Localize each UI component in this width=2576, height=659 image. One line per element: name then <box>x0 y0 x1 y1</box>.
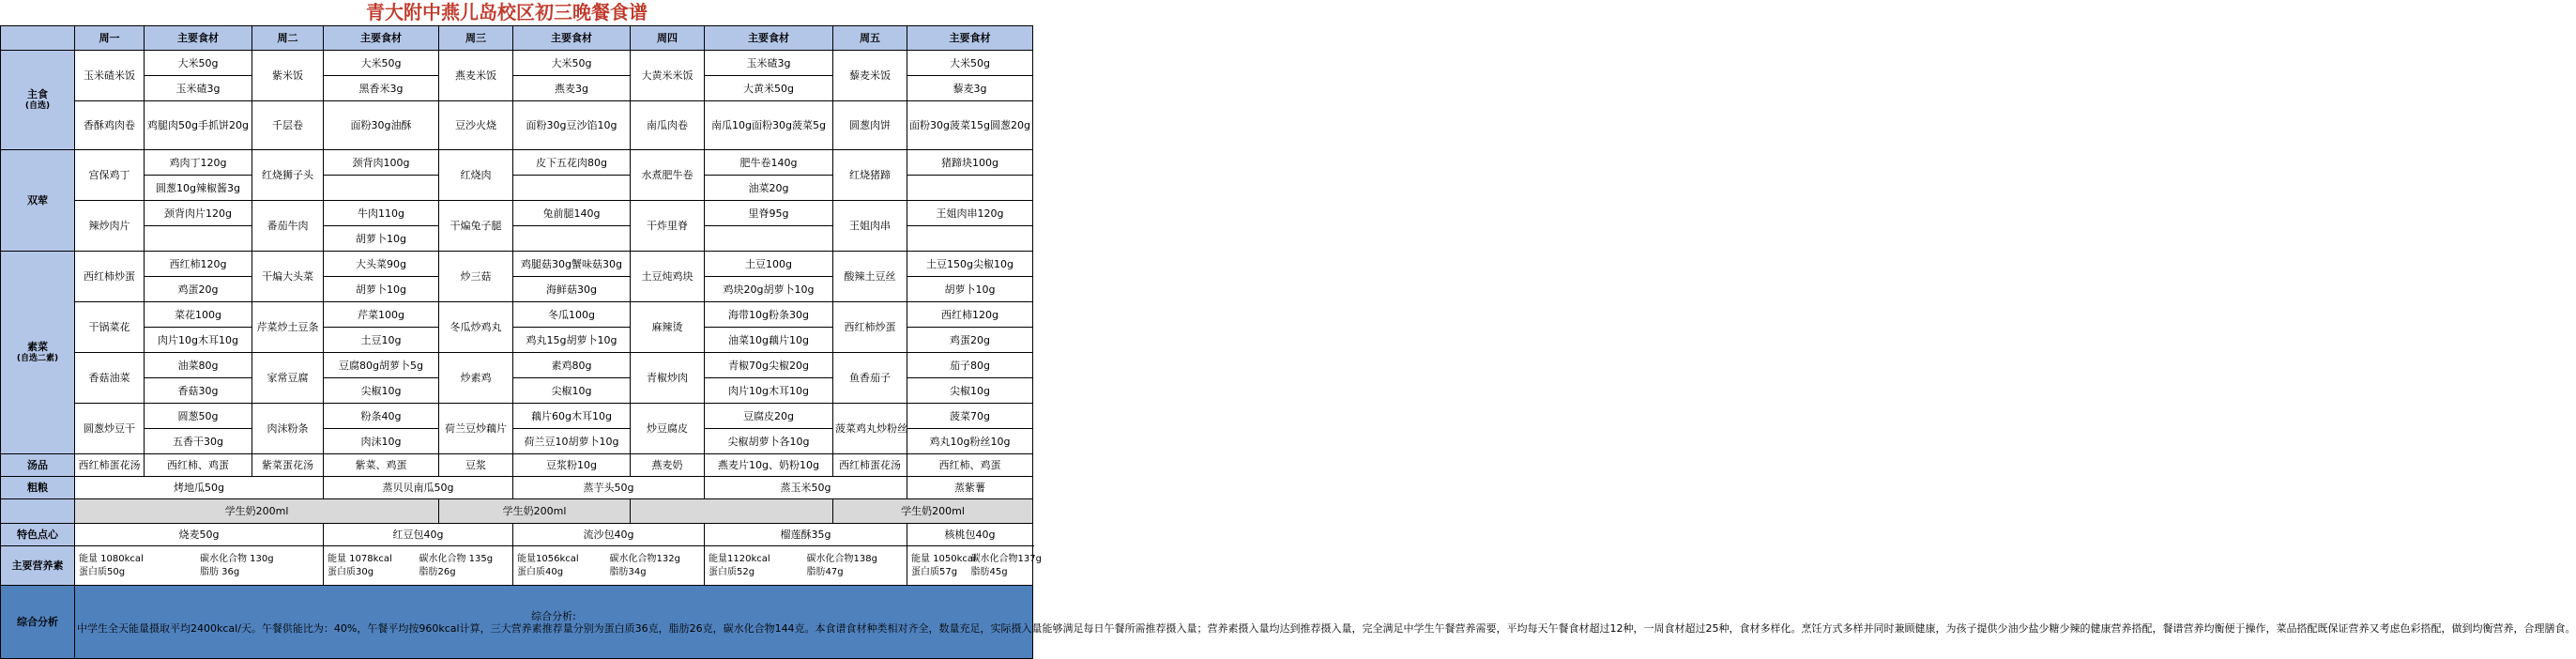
ingredient: 皮下五花肉80g <box>513 150 631 176</box>
nutrition-fat: 脂肪 36g <box>200 566 240 577</box>
ingredient: 冬瓜100g <box>513 302 631 328</box>
ingredient: 尖椒10g <box>513 378 631 404</box>
nutrition-fat: 脂肪34g <box>609 566 647 577</box>
category-label: 汤品 <box>27 459 48 471</box>
ingredient: 土豆100g <box>705 252 833 277</box>
nutrition-carb: 碳水化合物 135g <box>419 553 494 564</box>
header-ingredients: 主要食材 <box>907 26 1033 51</box>
category-veg <box>1 252 75 454</box>
nutrition-protein: 蛋白质57g <box>911 566 958 577</box>
header-day: 周二 <box>252 26 324 51</box>
ingredient: 油菜10g藕片10g <box>705 328 833 353</box>
soup-name: 西红柿蛋花汤 <box>75 454 145 477</box>
nutrition-grid <box>77 553 321 579</box>
header-ingredients: 主要食材 <box>324 26 439 51</box>
milk-item-empty <box>631 499 833 524</box>
dish-name: 西红柿炒蛋 <box>833 302 907 353</box>
ingredient: 油菜20g <box>705 176 833 201</box>
dish-name: 肉沫粉条 <box>252 404 324 454</box>
soup-ingredient: 西红柿、鸡蛋 <box>145 454 252 477</box>
dish-name: 酸辣土豆丝 <box>833 252 907 302</box>
nutrition-grid <box>909 553 1042 579</box>
ingredient: 豆腐皮20g <box>705 404 833 429</box>
ingredient: 尖椒10g <box>324 378 439 404</box>
ingredient: 藜麦3g <box>907 76 1033 101</box>
ingredient: 大黄米50g <box>705 76 833 101</box>
ingredient: 肉片10g木耳10g <box>145 328 252 353</box>
ingredient: 尖椒10g <box>907 378 1033 404</box>
dish-name: 家常豆腐 <box>252 353 324 404</box>
ingredient: 青椒70g尖椒20g <box>705 353 833 378</box>
milk-item: 学生奶200ml <box>75 499 439 524</box>
soup-ingredient: 西红柿、鸡蛋 <box>907 454 1033 477</box>
ingredient: 肉沫10g <box>324 429 439 454</box>
category-coarse <box>1 477 75 499</box>
dish-name: 香菇油菜 <box>75 353 145 404</box>
ingredient: 鸡肉丁120g <box>145 150 252 176</box>
category-label: 粗粮 <box>27 482 48 494</box>
category-nutrition <box>1 546 75 586</box>
nutrition-energy: 能量 1050kcal <box>911 553 976 564</box>
dish-name: 圆葱肉饼 <box>833 101 907 150</box>
nutrition-cell <box>705 546 907 586</box>
milk-item: 学生奶200ml <box>439 499 631 524</box>
nutrition-carb: 碳水化合物138g <box>806 553 877 564</box>
ingredient: 大米50g <box>145 51 252 76</box>
ingredient: 西红柿120g <box>907 302 1033 328</box>
coarse-item: 蒸芋头50g <box>513 477 705 499</box>
ingredient: 胡萝卜10g <box>324 226 439 252</box>
ingredient: 猪蹄块100g <box>907 150 1033 176</box>
analysis-text <box>75 586 2576 659</box>
dish-name: 王姐肉串 <box>833 201 907 252</box>
header-ingredients: 主要食材 <box>705 26 833 51</box>
dish-name: 干锅菜花 <box>75 302 145 353</box>
ingredient: 胡萝卜10g <box>324 277 439 302</box>
nutrition-grid <box>707 553 905 579</box>
dish-name: 辣炒肉片 <box>75 201 145 252</box>
ingredient: 鸡蛋20g <box>145 277 252 302</box>
nutrition-cell <box>324 546 513 586</box>
dish-name: 冬瓜炒鸡丸 <box>439 302 513 353</box>
header-ingredients: 主要食材 <box>145 26 252 51</box>
dish-name: 青椒炒肉 <box>631 353 705 404</box>
coarse-item: 蒸贝贝南瓜50g <box>324 477 513 499</box>
nutrition-cell <box>75 546 324 586</box>
header-day: 周一 <box>75 26 145 51</box>
dish-name: 水煮肥牛卷 <box>631 150 705 201</box>
nutrition-carb: 碳水化合物132g <box>609 553 680 564</box>
snack-item: 红豆包40g <box>324 524 513 546</box>
ingredient: 肉片10g木耳10g <box>705 378 833 404</box>
ingredient: 大米50g <box>324 51 439 76</box>
category-meat <box>1 150 75 252</box>
ingredient: 颈背肉100g <box>324 150 439 176</box>
ingredient: 海鲜菇30g <box>513 277 631 302</box>
snack-item: 流沙包40g <box>513 524 705 546</box>
ingredient: 面粉30g豆沙馅10g <box>513 101 631 150</box>
ingredient: 南瓜10g面粉30g菠菜5g <box>705 101 833 150</box>
ingredient: 油菜80g <box>145 353 252 378</box>
dish-name: 鱼香茄子 <box>833 353 907 404</box>
ingredient: 豆腐80g胡萝卜5g <box>324 353 439 378</box>
soup-name: 西红柿蛋花汤 <box>833 454 907 477</box>
category-label: 素菜 <box>27 340 48 353</box>
dish-name: 干炸里脊 <box>631 201 705 252</box>
analysis-heading: 综合分析: <box>531 609 576 622</box>
dish-name: 红烧肉 <box>439 150 513 201</box>
category-label: 主食 <box>27 87 48 100</box>
ingredient: 海带10g粉条30g <box>705 302 833 328</box>
nutrition-protein: 蛋白质52g <box>709 566 755 577</box>
dish-name: 南瓜肉卷 <box>631 101 705 150</box>
dish-name: 西红柿炒蛋 <box>75 252 145 302</box>
category-staple <box>1 51 75 150</box>
ingredient: 芹菜100g <box>324 302 439 328</box>
nutrition-fat: 脂肪45g <box>970 566 1008 577</box>
ingredient: 里脊95g <box>705 201 833 226</box>
nutrition-protein: 蛋白质30g <box>328 566 374 577</box>
ingredient <box>907 226 1033 252</box>
dish-name: 干煸大头菜 <box>252 252 324 302</box>
category-label: 双荤 <box>27 194 48 207</box>
ingredient <box>324 176 439 201</box>
dish-name: 芹菜炒土豆条 <box>252 302 324 353</box>
ingredient: 玉米碴3g <box>705 51 833 76</box>
nutrition-carb: 碳水化合物137g <box>970 553 1042 564</box>
ingredient <box>513 226 631 252</box>
ingredient: 尖椒胡萝卜各10g <box>705 429 833 454</box>
category-snack <box>1 524 75 546</box>
ingredient: 燕麦3g <box>513 76 631 101</box>
ingredient: 大头菜90g <box>324 252 439 277</box>
ingredient: 藕片60g木耳10g <box>513 404 631 429</box>
nutrition-protein: 蛋白质40g <box>517 566 564 577</box>
nutrition-fat: 脂肪47g <box>806 566 844 577</box>
dish-name: 炒素鸡 <box>439 353 513 404</box>
header-day: 周五 <box>833 26 907 51</box>
ingredient <box>705 226 833 252</box>
ingredient: 王姐肉串120g <box>907 201 1033 226</box>
ingredient: 香菇30g <box>145 378 252 404</box>
dish-name: 宫保鸡丁 <box>75 150 145 201</box>
ingredient: 鸡腿菇30g蟹味菇30g <box>513 252 631 277</box>
nutrition-energy: 能量 1078kcal <box>328 553 392 564</box>
dish-name: 麻辣烫 <box>631 302 705 353</box>
ingredient: 粉条40g <box>324 404 439 429</box>
category-soup <box>1 454 75 477</box>
nutrition-fat: 脂肪26g <box>419 566 456 577</box>
nutrition-energy: 能量 1080kcal <box>79 553 144 564</box>
dish-name: 干煸兔子腿 <box>439 201 513 252</box>
dish-name: 藜麦米饭 <box>833 51 907 101</box>
dish-name: 荷兰豆炒藕片 <box>439 404 513 454</box>
nutrition-grid <box>326 553 511 579</box>
ingredient: 兔前腿140g <box>513 201 631 226</box>
category-label: 特色点心 <box>17 529 58 541</box>
ingredient: 鸡丸15g胡萝卜10g <box>513 328 631 353</box>
ingredient: 肥牛卷140g <box>705 150 833 176</box>
ingredient: 茄子80g <box>907 353 1033 378</box>
ingredient: 面粉30g菠菜15g圆葱20g <box>907 101 1033 150</box>
coarse-item: 蒸玉米50g <box>705 477 907 499</box>
nutrition-energy: 能量1056kcal <box>517 553 579 564</box>
header-ingredients: 主要食材 <box>513 26 631 51</box>
dish-name: 紫米饭 <box>252 51 324 101</box>
ingredient: 面粉30g油酥 <box>324 101 439 150</box>
dish-name: 炒豆腐皮 <box>631 404 705 454</box>
dish-name: 红烧猪蹄 <box>833 150 907 201</box>
ingredient: 菠菜70g <box>907 404 1033 429</box>
ingredient: 大米50g <box>907 51 1033 76</box>
ingredient: 鸡丸10g粉丝10g <box>907 429 1033 454</box>
dish-name: 菠菜鸡丸炒粉丝 <box>833 404 907 454</box>
dish-name: 千层卷 <box>252 101 324 150</box>
soup-name: 豆浆 <box>439 454 513 477</box>
milk-label-cell <box>1 499 75 524</box>
dish-name: 香酥鸡肉卷 <box>75 101 145 150</box>
ingredient <box>145 226 252 252</box>
ingredient: 鸡腿肉50g手抓饼20g <box>145 101 252 150</box>
dish-name: 炒三菇 <box>439 252 513 302</box>
dish-name: 红烧狮子头 <box>252 150 324 201</box>
header-day: 周四 <box>631 26 705 51</box>
soup-ingredient: 紫菜、鸡蛋 <box>324 454 439 477</box>
dish-name: 豆沙火烧 <box>439 101 513 150</box>
nutrition-cell <box>513 546 705 586</box>
soup-name: 燕麦奶 <box>631 454 705 477</box>
ingredient <box>513 176 631 201</box>
category-label: 主要营养素 <box>11 559 64 572</box>
ingredient: 圆葱50g <box>145 404 252 429</box>
ingredient: 鸡蛋20g <box>907 328 1033 353</box>
ingredient: 圆葱10g辣椒酱3g <box>145 176 252 201</box>
coarse-item: 蒸紫薯 <box>907 477 1033 499</box>
ingredient: 菜花100g <box>145 302 252 328</box>
dish-name: 玉米碴米饭 <box>75 51 145 101</box>
dish-name: 土豆炖鸡块 <box>631 252 705 302</box>
nutrition-grid <box>515 553 702 579</box>
ingredient: 鸡块20g胡萝卜10g <box>705 277 833 302</box>
dish-name: 燕麦米饭 <box>439 51 513 101</box>
dish-name: 圆葱炒豆干 <box>75 404 145 454</box>
ingredient: 荷兰豆10胡萝卜10g <box>513 429 631 454</box>
ingredient: 西红柿120g <box>145 252 252 277</box>
nutrition-cell <box>907 546 1042 586</box>
snack-item: 榴莲酥35g <box>705 524 907 546</box>
nutrition-protein: 蛋白质50g <box>79 566 126 577</box>
ingredient: 颈背肉片120g <box>145 201 252 226</box>
header-corner <box>1 26 75 51</box>
category-label: 综合分析 <box>17 616 58 628</box>
category-note: (自选) <box>24 100 51 111</box>
ingredient: 土豆10g <box>324 328 439 353</box>
coarse-item: 烤地瓜50g <box>75 477 324 499</box>
snack-item: 核桃包40g <box>907 524 1033 546</box>
ingredient: 黑香米3g <box>324 76 439 101</box>
ingredient: 素鸡80g <box>513 353 631 378</box>
category-note: (自选二素) <box>16 353 59 363</box>
header-day: 周三 <box>439 26 513 51</box>
soup-name: 紫菜蛋花汤 <box>252 454 324 477</box>
soup-ingredient: 豆浆粉10g <box>513 454 631 477</box>
ingredient <box>907 176 1033 201</box>
soup-ingredient: 燕麦片10g、奶粉10g <box>705 454 833 477</box>
snack-item: 烧麦50g <box>75 524 324 546</box>
ingredient: 胡萝卜10g <box>907 277 1033 302</box>
milk-item: 学生奶200ml <box>833 499 1033 524</box>
menu-table <box>0 25 2576 659</box>
nutrition-carb: 碳水化合物 130g <box>200 553 274 564</box>
page-title: 青大附中燕儿岛校区初三晚餐食谱 <box>0 0 1014 25</box>
dish-name: 番茄牛肉 <box>252 201 324 252</box>
category-analysis <box>1 586 75 659</box>
analysis-body: 中学生全天能量摄取平均2400kcal/天。午餐供能比为：40%，午餐平均按960kcal计算，三大营养素推荐量分别为蛋白质36克，脂肪26克，碳水化合物144克。本食谱食材种类相对齐全，数量充足，实际摄入量能够满足每日午餐所需推荐摄入量；营养素摄入量均达到推荐摄入量，完全满足中学生午餐营养需要，平均每天午餐食材超过12种，一周食材超过25种，食材多样化。烹饪方式多样并同时兼顾健康，为孩子提供少油少盐少糖少辣的健康营养搭配，餐谱营养均衡便于操作，菜品搭配既保证营养又考虑色彩搭配，做到均衡营养，合理膳食。 <box>77 621 2576 635</box>
ingredient: 大米50g <box>513 51 631 76</box>
ingredient: 牛肉110g <box>324 201 439 226</box>
nutrition-energy: 能量1120kcal <box>709 553 770 564</box>
ingredient: 土豆150g尖椒10g <box>907 252 1033 277</box>
dish-name: 大黄米米饭 <box>631 51 705 101</box>
ingredient: 玉米碴3g <box>145 76 252 101</box>
ingredient: 五香干30g <box>145 429 252 454</box>
